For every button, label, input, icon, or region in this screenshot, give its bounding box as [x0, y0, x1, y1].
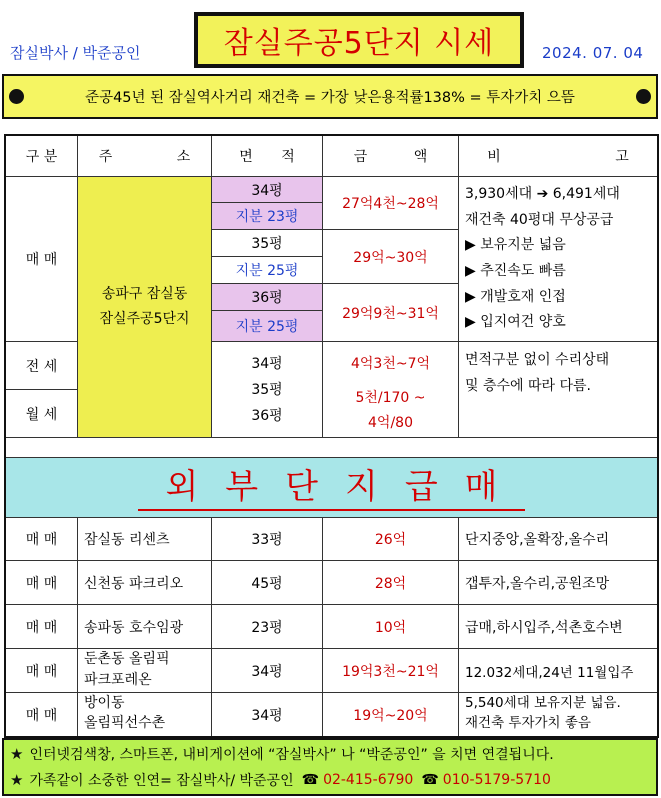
star-icon: ★: [10, 745, 24, 763]
external-title: 외부단지급매: [138, 465, 524, 511]
lease-memo-line2: 및 층수에 따라 다름.: [465, 377, 591, 394]
ext-memo: [459, 693, 657, 736]
ext-name-line1: 방이동: [84, 695, 125, 711]
sale-category: 매 매: [6, 177, 78, 342]
lease-area: 36평: [251, 407, 283, 424]
unit-34-share: 지분 23평: [212, 203, 323, 230]
date: 2024. 07. 04: [542, 44, 644, 62]
phone-number-mobile: 010-5179-5710: [442, 772, 551, 788]
memo-line: ▶ 보유지분 넓음: [465, 237, 566, 254]
sale-memo: [459, 177, 657, 342]
external-title-wrap: [6, 458, 657, 518]
header-memo: 비 고: [459, 136, 657, 177]
lease-areas: [212, 342, 323, 438]
ext-memo: 단지중앙,올확장,올수리: [459, 518, 657, 561]
memo-line: 3,930세대 ➔ 6,491세대: [465, 186, 620, 203]
ext-category: 매 매: [6, 605, 78, 649]
ext-area: 45평: [212, 561, 323, 605]
ext-name-line2: 파크포레온: [84, 672, 152, 688]
footer-line1: [10, 744, 554, 764]
ext-category: 매 매: [6, 649, 78, 693]
ext-price: 10억: [323, 605, 459, 649]
spacer-row: [6, 438, 657, 458]
jeonse-category: 전 세: [6, 342, 78, 390]
lease-memo: [459, 342, 657, 438]
ext-name: 신천동 파크리오: [78, 561, 212, 605]
unit-35-share: 지분 25평: [212, 257, 323, 284]
price-table: [4, 134, 659, 738]
unit-34-area: 34평: [212, 177, 323, 203]
ext-memo: 12.032세대,24년 11월입주: [459, 649, 657, 693]
office-name: 잠실박사 / 박준공인: [10, 44, 141, 62]
ext-category: 매 매: [6, 518, 78, 561]
ext-memo-line2: 재건축 투자가치 좋음: [465, 715, 591, 731]
ext-price: 19억~20억: [323, 693, 459, 736]
title-box: [194, 12, 524, 68]
ext-name: [78, 649, 212, 693]
ext-category: 매 매: [6, 693, 78, 736]
banner: [2, 74, 658, 119]
footer-text2: 가족같이 소중한 인연= 잠실박사/ 박준공인: [29, 773, 294, 789]
header: [0, 0, 661, 82]
wolse-price: [323, 384, 459, 438]
ext-price: 28억: [323, 561, 459, 605]
phone-icon: ☎: [301, 772, 320, 788]
lease-memo-line1: 면적구분 없이 수리상태: [465, 352, 610, 368]
ext-name: 송파동 호수임광: [78, 605, 212, 649]
filled-circle-icon: [9, 89, 24, 104]
header-category: 구 분: [6, 136, 78, 177]
header-price: 금 액: [323, 136, 459, 177]
ext-memo: 급매,하시입주,석촌호수변: [459, 605, 657, 649]
ext-area: 34평: [212, 693, 323, 736]
footer: [2, 738, 658, 796]
footer-line2: [10, 770, 551, 790]
ext-price: 26억: [323, 518, 459, 561]
phone-number-office: 02-415-6790: [323, 772, 414, 788]
ext-area: 33평: [212, 518, 323, 561]
ext-area: 23평: [212, 605, 323, 649]
star-icon: ★: [10, 771, 24, 789]
lease-area: 34평: [251, 355, 283, 372]
jeonse-price: 4억3천~7억: [323, 342, 459, 384]
unit-36-price: 29억9천~31억: [323, 284, 459, 342]
address-line2: 잠실주공5단지: [99, 311, 190, 327]
phone-icon: ☎: [421, 772, 439, 788]
lease-area: 35평: [251, 381, 283, 398]
page-title: 잠실주공5단지 시세: [223, 26, 495, 61]
wolse-category: 월 세: [6, 390, 78, 438]
ext-name-line1: 둔촌동 올림픽: [84, 651, 170, 667]
wolse-price-line2: 4억/80: [368, 414, 413, 431]
unit-36-share: 지분 25평: [212, 311, 323, 342]
ext-memo: 갭투자,올수리,공원조망: [459, 561, 657, 605]
memo-line: 재건축 40평대 무상공급: [465, 211, 614, 228]
address-line1: 송파구 잠실동: [101, 286, 188, 302]
ext-memo-line1: 5,540세대 보유지분 넓음.: [465, 695, 621, 711]
memo-line: ▶ 개발호재 인접: [465, 288, 566, 305]
header-area: 면 적: [212, 136, 323, 177]
unit-34-price: 27억4천~28억: [323, 177, 459, 230]
ext-name: 잠실동 리센츠: [78, 518, 212, 561]
header-address: 주 소: [78, 136, 212, 177]
ext-price: 19억3천~21억: [323, 649, 459, 693]
footer-text1: 인터넷검색창, 스마트폰, 내비게이션에 “잠실박사” 나 “박준공인” 을 치면 연결됩니다.: [29, 747, 554, 763]
ext-category: 매 매: [6, 561, 78, 605]
wolse-price-line1: 5천/170 ~: [355, 389, 426, 406]
banner-text: 준공45년 된 잠실역사거리 재건축 = 가장 낮은용적률138% = 투자가치 으뜸: [85, 90, 575, 106]
unit-35-price: 29억~30억: [323, 230, 459, 284]
memo-line: ▶ 추진속도 빠름: [465, 263, 566, 279]
unit-36-area: 36평: [212, 284, 323, 311]
address-cell: [78, 177, 212, 438]
ext-name-line2: 올림픽선수촌: [84, 715, 166, 731]
filled-circle-icon: [636, 89, 651, 104]
unit-35-area: 35평: [212, 230, 323, 257]
ext-name: [78, 693, 212, 736]
ext-area: 34평: [212, 649, 323, 693]
memo-line: ▶ 입지여건 양호: [465, 314, 566, 331]
